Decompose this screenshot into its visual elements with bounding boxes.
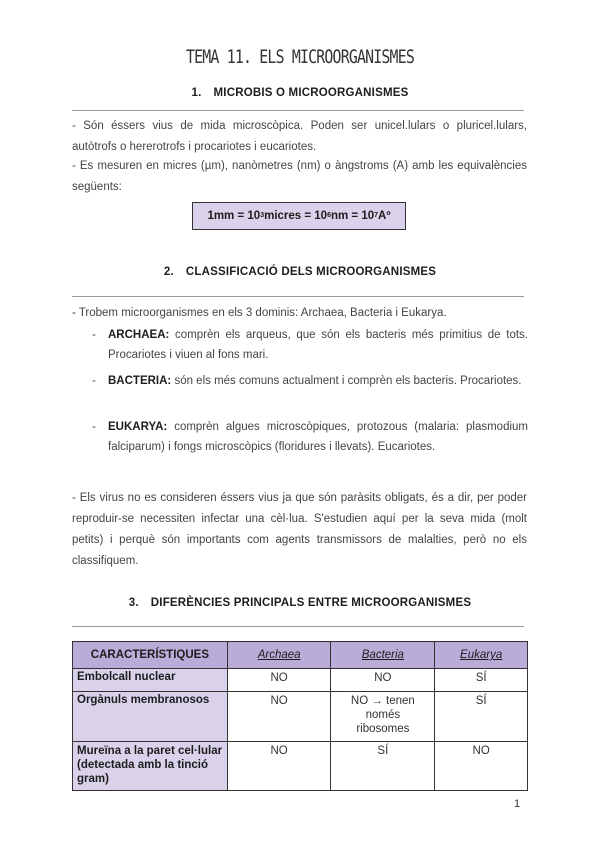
table-row: [73, 742, 528, 791]
table-cell: NO: [227, 669, 331, 692]
document-title: TEMA 11. ELS MICROORGANISMES: [185, 46, 414, 68]
domain-label-archaea: ARCHAEA:: [108, 329, 170, 341]
table-cell: NO: [435, 742, 528, 791]
bullet-dash: -: [92, 375, 96, 387]
section1-para2: - Es mesuren en micres (µm), nanòmetres (nm) o àngstroms (A) amb les equivalències següents:: [72, 160, 527, 193]
row-label: Orgànuls membranosos: [73, 692, 228, 742]
table-row: [73, 692, 528, 742]
formula-part4: Aº: [378, 210, 391, 222]
domain-item-eukarya: [92, 417, 528, 477]
virus-paragraph: - Els virus no es consideren éssers vius ja que són paràsits obligats, és a dir, per poder reproduir-se necessiten infectar una cèl·lua. S'estudien aquí per la seva mida (molt petits) i perquè són importants com agents transmissors de malalties, però no els classifiquem.: [72, 492, 527, 567]
equivalence-formula-box: 1mm = 10 3 micres = 10 6 nm = 10 7 Aº: [192, 202, 406, 230]
bullet-dash: -: [92, 329, 96, 341]
table-cell: SÍ: [435, 692, 528, 742]
section3-number: 3.: [128, 597, 139, 609]
domain-item-bacteria: [92, 371, 528, 411]
domain-desc-bacteria: són els més comuns actualment i comprèn els bacteris. Procariotes.: [171, 375, 522, 387]
table-cell: NO → tenen només ribosomes: [331, 692, 435, 742]
table-header-row: [73, 642, 528, 669]
column-header: CARACTERÍSTIQUES: [73, 642, 228, 669]
section2-title: CLASSIFICACIÓ DELS MICROORGANISMES: [185, 266, 437, 278]
section2-number: 2.: [163, 266, 174, 278]
table-cell: SÍ: [331, 742, 435, 791]
formula-part1: 1mm = 10: [207, 210, 261, 222]
column-header: Bacteria: [331, 642, 435, 669]
domain-desc-eukarya: comprèn algues microscòpiques, protozous (malaria: plasmodium falciparum) i fongs microscòpics (floridures i llevats). Eucariotes.: [108, 421, 528, 453]
table-cell: NO: [331, 669, 435, 692]
section3-heading: [0, 597, 600, 609]
section2-heading: [0, 266, 600, 278]
domain-item-archaea: [92, 325, 528, 365]
section1-divider: [72, 110, 524, 111]
section2-intro: - Trobem microorganismes en els 3 dominis: Archaea, Bacteria i Eukarya.: [72, 307, 447, 319]
table-row: [73, 669, 528, 692]
page-number: 1: [514, 798, 521, 810]
section1-title: MICROBIS O MICROORGANISMES: [213, 87, 409, 99]
section1-number: 1.: [191, 87, 202, 99]
domain-desc-archaea: comprèn els arqueus, que són els bacteris més primitius de tots. Procariotes i viuen al fons mari.: [108, 329, 528, 361]
table-cell: NO: [227, 742, 331, 791]
column-header: Eukarya: [435, 642, 528, 669]
domain-item-text: [108, 371, 528, 391]
section1-heading: [0, 87, 600, 99]
bullet-dash: -: [92, 421, 96, 433]
section1-para1: - Són éssers vius de mida microscòpica. Poden ser unicel.lulars o pluricel.lulars, autòtrofs o hererotrofs i procariotes i eucariotes.: [72, 120, 527, 153]
row-label: Mureïna a la paret cel·lular (detectada amb la tinció gram): [73, 742, 228, 791]
comparison-table: [72, 641, 528, 791]
formula-part3: nm = 10: [330, 210, 375, 222]
section3-title: DIFERÈNCIES PRINCIPALS ENTRE MICROORGANISMES: [150, 597, 472, 609]
domain-label-bacteria: BACTERIA:: [108, 375, 172, 387]
formula-part2: micres = 10: [264, 210, 328, 222]
column-header: Archaea: [227, 642, 331, 669]
domain-item-text: [108, 325, 528, 365]
section3-divider: [72, 626, 524, 627]
domain-label-eukarya: EUKARYA:: [108, 421, 168, 433]
table-cell: SÍ: [435, 669, 528, 692]
table-cell: NO: [227, 692, 331, 742]
domain-item-text: [108, 417, 528, 457]
row-label: Embolcall nuclear: [73, 669, 228, 692]
section2-divider: [72, 296, 524, 297]
